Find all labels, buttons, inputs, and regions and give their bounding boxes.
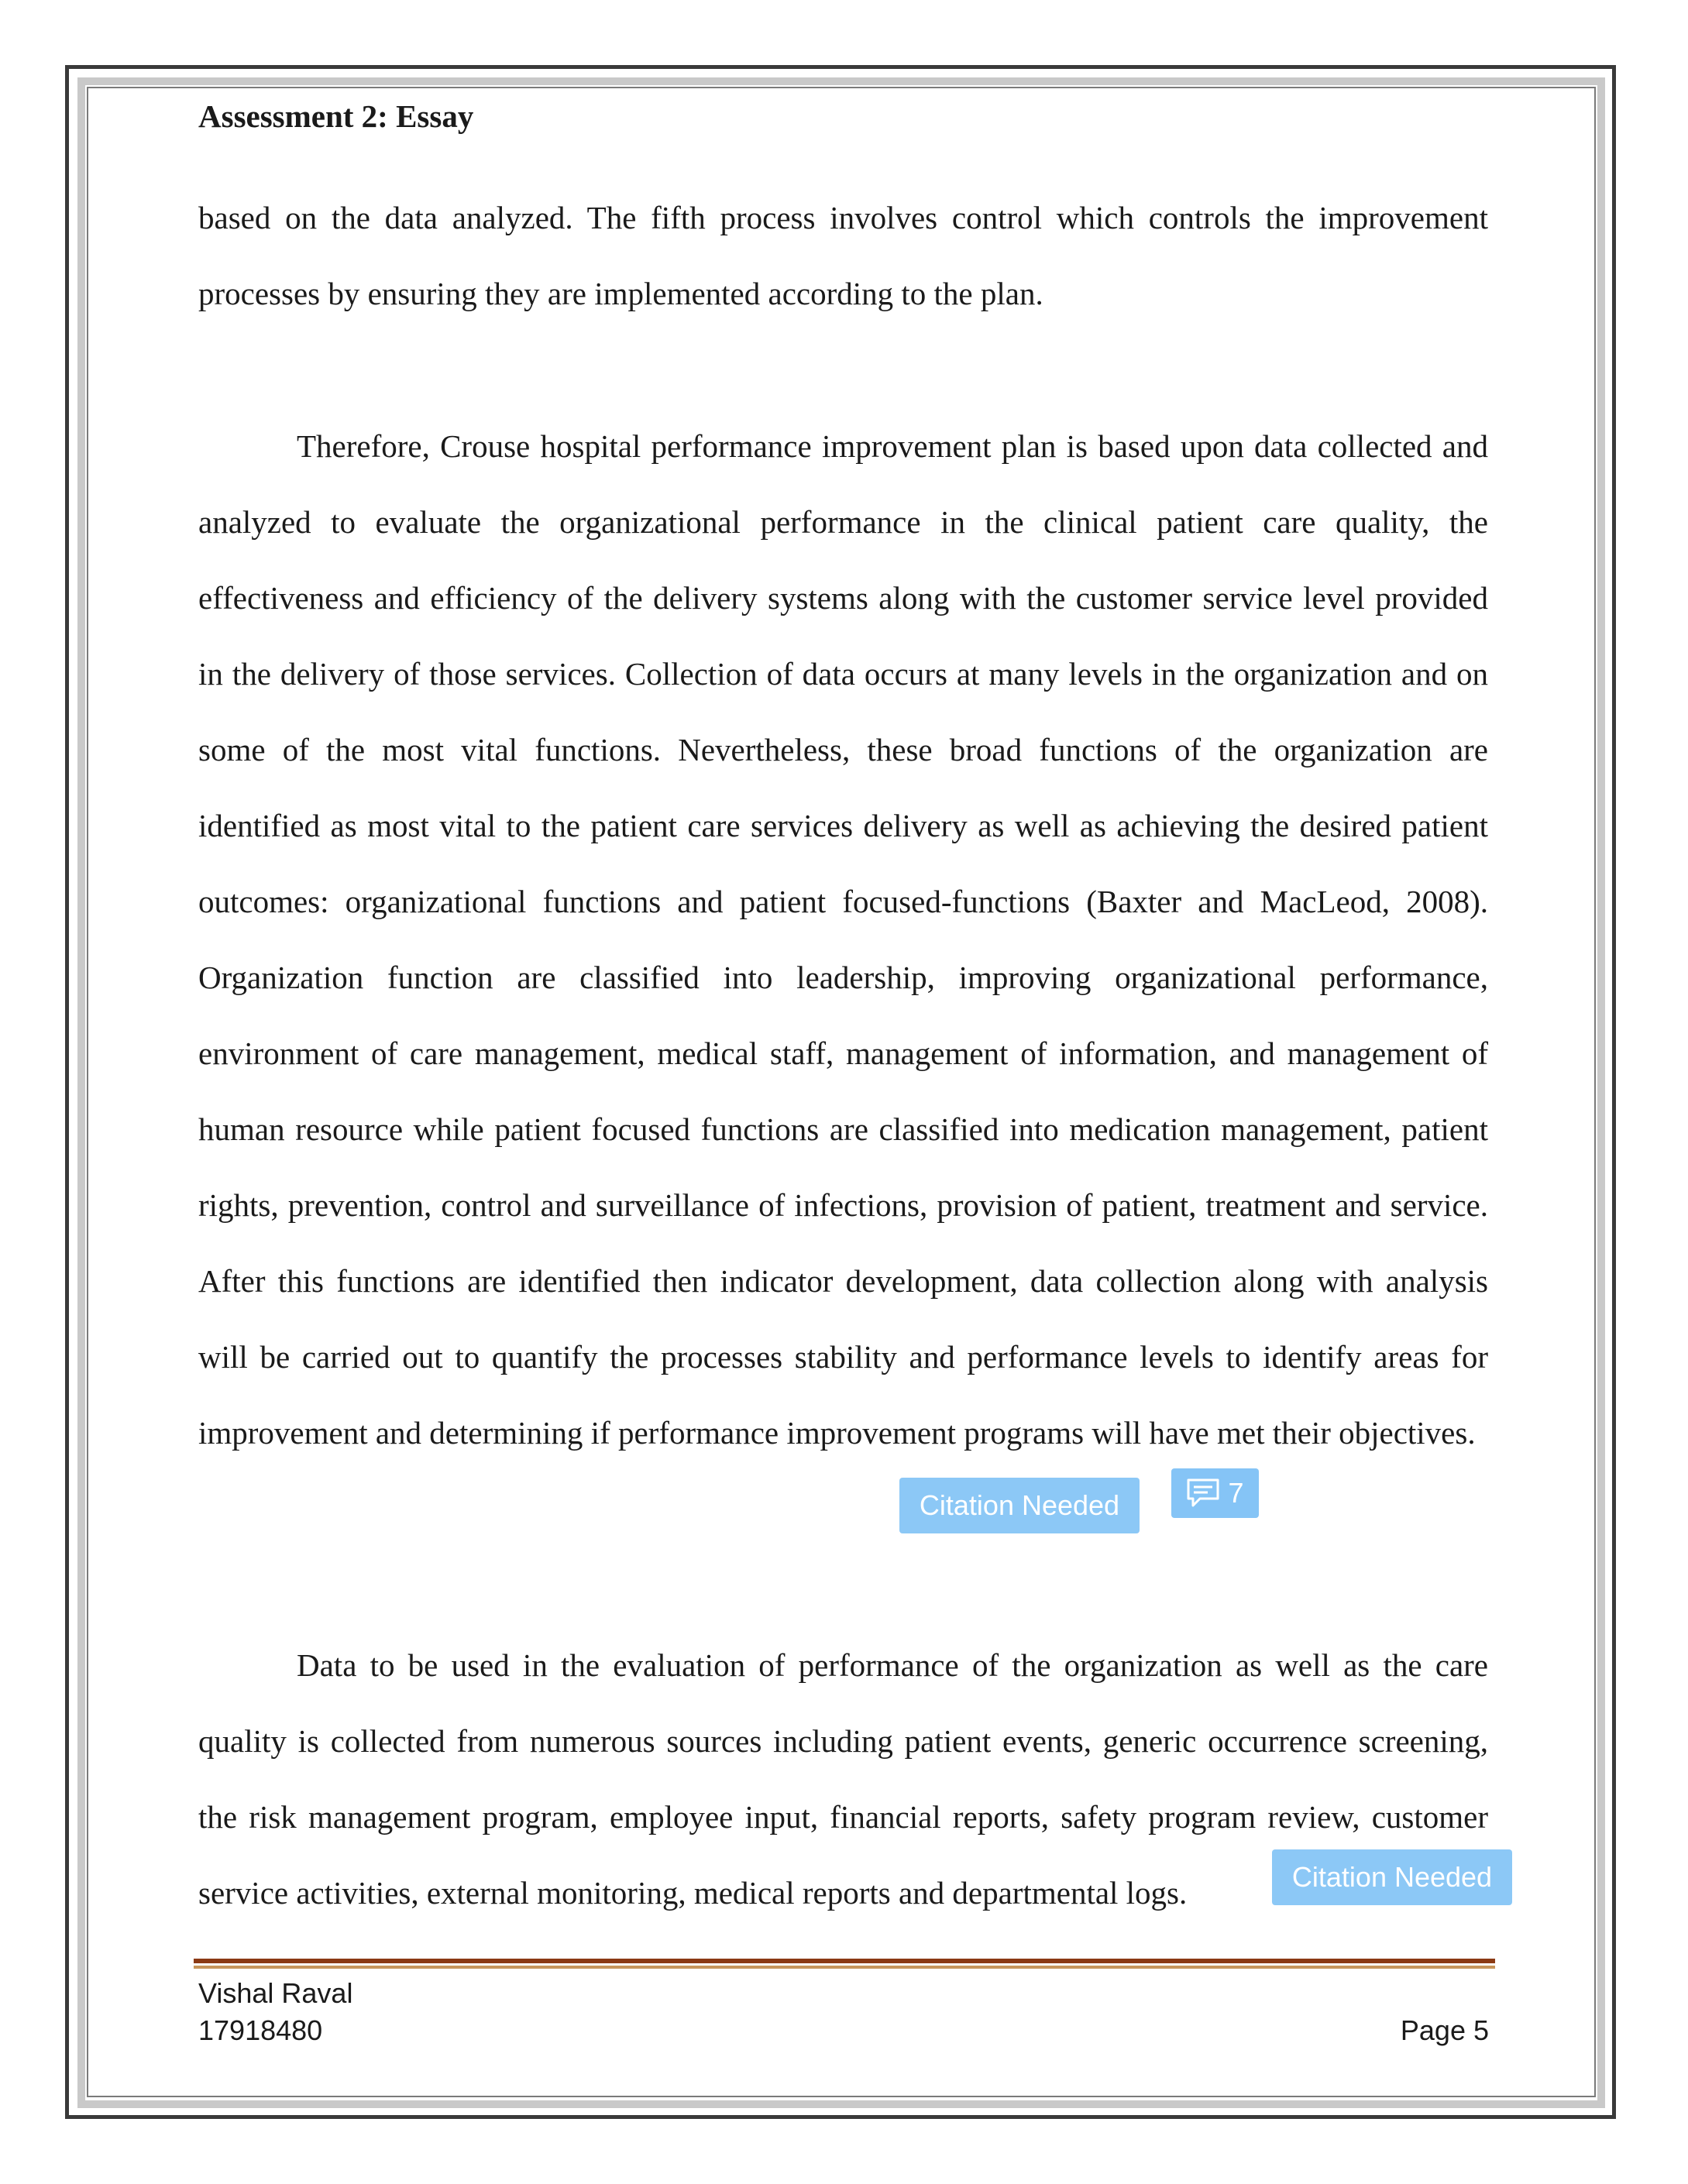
page-header-title: Assessment 2: Essay [198,98,474,134]
paragraph-2: Therefore, Crouse hospital performance improvement plan is based upon data collected and analyzed to evaluate the organizational performance in the clinical patient care quality, the effectiveness and efficiency of the delivery systems along with the customer service level provided in the delivery of those services. Collection of data occurs at many levels in the organization and on some of the most vital functions. Nevertheless, these broad functions of the organization are identified as most vital to the patient care services delivery as well as achieving the desired patient outcomes: organizational functions and patient focused-functions (Baxter and MacLeod, 2008). Organization function are classified into leadership, improving organizational performance, environment of care management, medical staff, management of information, and management of human resource while patient focused functions are classified into medication management, patient rights, prevention, control and surveillance of infections, provision of patient, treatment and service. After this functions are identified then indicator development, data collection along with analysis will be carried out to quantify the processes stability and performance levels to identify areas for improvement and determining if performance improvement programs will have met their objectives. [198,428,1488,1451]
footer-student-id: 17918480 [198,2014,323,2046]
paragraph-3: Data to be used in the evaluation of performance of the organization as well as the care quality is collected from numerous sources including patient events, generic occurrence screening, the risk management program, employee input, financial reports, safety program review, customer service activities, external monitoring, medical reports and departmental logs. [198,1647,1488,1911]
citation-needed-tag[interactable]: Citation Needed [899,1478,1140,1533]
paragraph-1: based on the data analyzed. The fifth process involves control which controls the improvement processes by ensuring they are implemented according to the plan. [198,200,1488,311]
footer-rule [194,1959,1495,1963]
citation-needed-tag[interactable]: Citation Needed [1272,1849,1512,1905]
footer-author-block [198,1975,352,2049]
comment-badge[interactable] [1171,1468,1259,1518]
footer-rule-accent [194,1966,1495,1969]
footer-author: Vishal Raval [198,1977,353,2009]
comment-icon [1186,1478,1220,1509]
page-number: Page 5 [1400,2014,1489,2046]
comment-count: 7 [1228,1477,1244,1509]
